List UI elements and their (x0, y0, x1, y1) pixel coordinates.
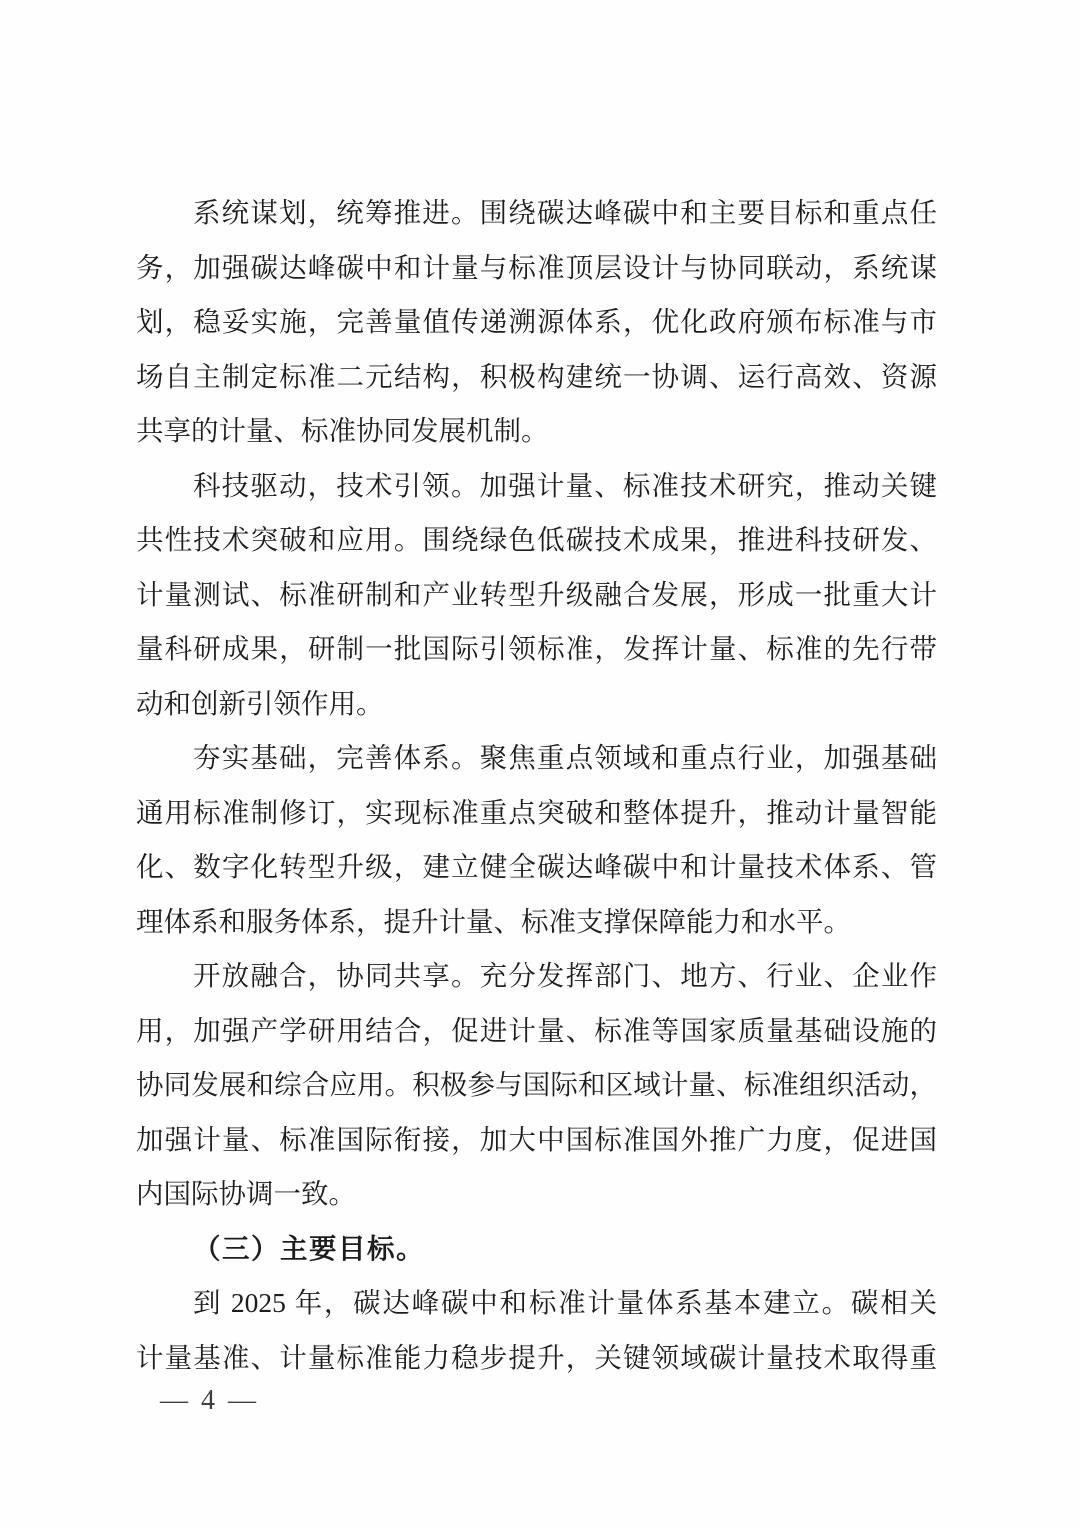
body-text-line: 化、数字化转型升级，建立健全碳达峰碳中和计量技术体系、管 (136, 851, 937, 882)
body-text-line: 用，加强产学研用结合，促进计量、标准等国家质量基础设施的 (136, 1014, 937, 1046)
page-number: — 4 — (160, 1385, 259, 1416)
body-text-line: 内国际协调一致。 (136, 1178, 356, 1209)
page-footer (160, 1384, 259, 1418)
body-text-line: 夯实基础，完善体系。聚焦重点领域和重点行业，加强基础 (193, 742, 937, 773)
body-text-line: 共性技术突破和应用。围绕绿色低碳技术成果，推进科技研发、 (136, 524, 937, 555)
body-text-line: 加强计量、标准国际衔接，加大中国标准国外推广力度，促进国 (136, 1123, 937, 1155)
body-text-line: 到 2025 年，碳达峰碳中和标准计量体系基本建立。碳相关 (193, 1287, 937, 1318)
body-text-line: 划，稳妥实施，完善量值传递溯源体系，优化政府颁布标准与市 (136, 306, 937, 337)
body-text-line: 动和创新引领作用。 (136, 687, 384, 719)
body-text-line: 场自主制定标准二元结构，积极构建统一协调、运行高效、资源 (136, 360, 937, 392)
body-text-line: 计量测试、标准研制和产业转型升级融合发展，形成一批重大计 (136, 578, 937, 610)
body-text-line: 计量基准、计量标准能力稳步提升，关键领域碳计量技术取得重 (136, 1341, 937, 1373)
body-text-line: 务，加强碳达峰碳中和计量与标准顶层设计与协同联动，系统谋 (136, 251, 937, 283)
body-text-line: 通用标准制修订，实现标准重点突破和整体提升，推动计量智能 (136, 796, 937, 828)
body-text-line: 量科研成果，研制一批国际引领标准，发挥计量、标准的先行带 (136, 633, 937, 664)
body-text-line: 系统谋划，统筹推进。围绕碳达峰碳中和主要目标和重点任 (193, 197, 937, 228)
section-heading-line: （三）主要目标。 (193, 1232, 425, 1264)
body-text-line: 共享的计量、标准协同发展机制。 (136, 415, 549, 446)
body-text-line: 协同发展和综合应用。积极参与国际和区域计量、标准组织活动， (136, 1069, 937, 1100)
body-text-line: 理体系和服务体系，提升计量、标准支撑保障能力和水平。 (136, 905, 851, 937)
body-text-line: 开放融合，协同共享。充分发挥部门、地方、行业、企业作 (193, 960, 937, 991)
document-body (136, 186, 937, 1385)
body-text-line: 科技驱动，技术引领。加强计量、标准技术研究，推动关键 (193, 469, 937, 501)
